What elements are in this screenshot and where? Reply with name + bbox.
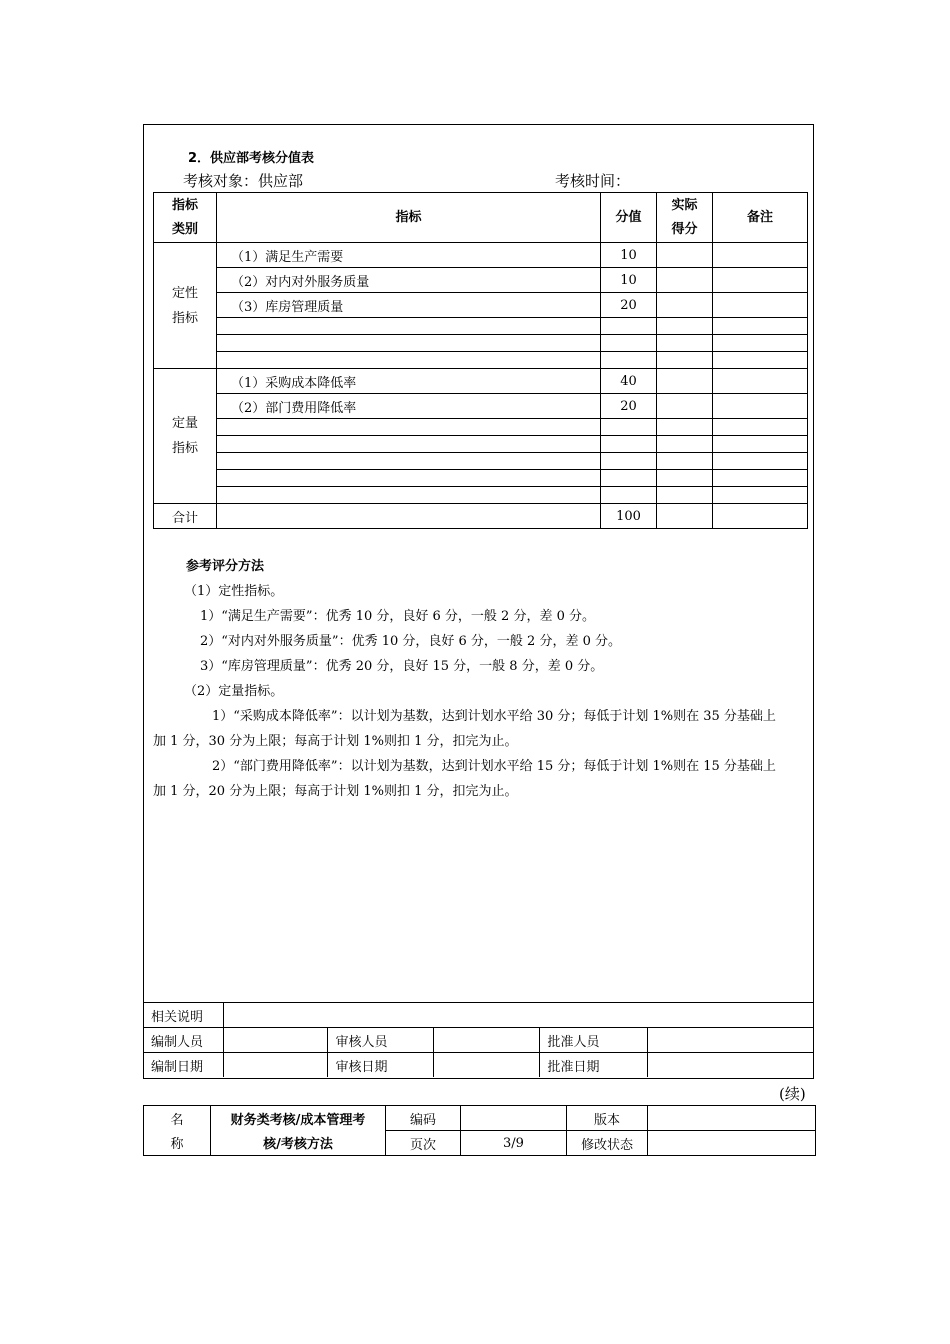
method-quantitative-heading: （2）定量指标。 (184, 684, 284, 699)
actual-score-cell[interactable] (657, 369, 713, 394)
empty-cell[interactable] (713, 352, 808, 369)
empty-cell[interactable] (217, 318, 601, 335)
empty-cell[interactable] (657, 318, 713, 335)
header-category: 指标类别 (154, 193, 217, 243)
table-row-indicator: （2）部门费用降低率 (217, 394, 601, 419)
empty-cell[interactable] (217, 487, 601, 504)
method-qualitative-item: 2）“对内对外服务质量”：优秀 10 分，良好 6 分，一般 2 分，差 0 分。 (200, 634, 621, 649)
actual-score-cell[interactable] (657, 293, 713, 318)
method-qualitative-heading: （1）定性指标。 (184, 584, 284, 599)
continued-mark: (续) (779, 1085, 806, 1103)
header-score: 分值 (601, 193, 657, 243)
name-label: 名 (144, 1106, 211, 1131)
method-quantitative-item-line: 加 1 分，20 分为上限；每高于计划 1%则扣 1 分，扣完为止。 (153, 784, 518, 799)
note-cell[interactable] (713, 369, 808, 394)
total-note-cell[interactable] (713, 504, 808, 529)
approve-date-label: 批准日期 (539, 1053, 647, 1078)
empty-cell[interactable] (657, 436, 713, 453)
page-value: 3/9 (461, 1131, 567, 1156)
table-row-score: 10 (601, 243, 657, 268)
compiler-value[interactable] (223, 1028, 327, 1053)
empty-cell[interactable] (657, 352, 713, 369)
empty-cell[interactable] (713, 453, 808, 470)
method-qualitative-item: 3）“库房管理质量”：优秀 20 分，良好 15 分，一般 8 分，差 0 分。 (200, 659, 604, 674)
empty-cell[interactable] (713, 335, 808, 352)
note-cell[interactable] (713, 394, 808, 419)
empty-cell[interactable] (657, 470, 713, 487)
table-row-score: 20 (601, 293, 657, 318)
total-empty-cell (217, 504, 601, 529)
empty-cell[interactable] (601, 352, 657, 369)
header-actual: 实际得分 (657, 193, 713, 243)
empty-cell[interactable] (713, 487, 808, 504)
score-table (153, 192, 808, 529)
method-title: 参考评分方法 (186, 559, 265, 574)
total-label: 合计 (154, 504, 217, 529)
empty-cell[interactable] (713, 318, 808, 335)
table-row-score: 40 (601, 369, 657, 394)
version-label: 版本 (567, 1106, 648, 1131)
empty-cell[interactable] (657, 419, 713, 436)
document-frame (143, 124, 814, 1079)
note-cell[interactable] (713, 268, 808, 293)
code-value[interactable] (461, 1106, 567, 1131)
actual-score-cell[interactable] (657, 394, 713, 419)
table-row-indicator: （3）库房管理质量 (217, 293, 601, 318)
compiler-label: 编制人员 (143, 1028, 223, 1053)
empty-cell[interactable] (217, 419, 601, 436)
table-row-indicator: （1）满足生产需要 (217, 243, 601, 268)
table-row-score: 20 (601, 394, 657, 419)
actual-score-cell[interactable] (657, 243, 713, 268)
empty-cell[interactable] (657, 487, 713, 504)
signature-table (143, 1002, 814, 1077)
related-notes-value[interactable] (223, 1003, 814, 1028)
total-score: 100 (601, 504, 657, 529)
compile-date-label: 编制日期 (143, 1053, 223, 1078)
table-row-score: 10 (601, 268, 657, 293)
empty-cell[interactable] (713, 470, 808, 487)
empty-cell[interactable] (601, 419, 657, 436)
empty-cell[interactable] (713, 419, 808, 436)
note-cell[interactable] (713, 293, 808, 318)
section-title: 2．供应部考核分值表 (188, 151, 315, 166)
empty-cell[interactable] (601, 436, 657, 453)
quantitative-label: 定量指标 (154, 369, 217, 504)
table-row-indicator: （2）对内对外服务质量 (217, 268, 601, 293)
review-date-value[interactable] (433, 1053, 539, 1078)
empty-cell[interactable] (217, 470, 601, 487)
qualitative-label: 定性指标 (154, 243, 217, 369)
name-label: 称 (144, 1131, 211, 1156)
method-quantitative-item-line: 2）“部门费用降低率”：以计划为基数，达到计划水平给 15 分；每低于计划 1%则在 15 分基础上 (212, 759, 776, 774)
compile-date-value[interactable] (223, 1053, 327, 1078)
empty-cell[interactable] (217, 436, 601, 453)
approver-value[interactable] (647, 1028, 814, 1053)
review-date-label: 审核日期 (327, 1053, 433, 1078)
actual-score-cell[interactable] (657, 268, 713, 293)
name-value: 财务类考核/成本管理考 (211, 1106, 386, 1131)
name-value: 核/考核方法 (211, 1131, 386, 1156)
note-cell[interactable] (713, 243, 808, 268)
assessment-object: 考核对象：供应部 (183, 172, 304, 190)
total-actual-cell[interactable] (657, 504, 713, 529)
empty-cell[interactable] (713, 436, 808, 453)
empty-cell[interactable] (601, 487, 657, 504)
method-qualitative-item: 1）“满足生产需要”：优秀 10 分，良好 6 分，一般 2 分，差 0 分。 (200, 609, 595, 624)
status-label: 修改状态 (567, 1131, 648, 1156)
empty-cell[interactable] (657, 453, 713, 470)
footer-table (143, 1105, 816, 1156)
empty-cell[interactable] (217, 453, 601, 470)
assessment-time: 考核时间： (555, 172, 631, 190)
empty-cell[interactable] (601, 335, 657, 352)
approve-date-value[interactable] (647, 1053, 814, 1078)
empty-cell[interactable] (217, 335, 601, 352)
empty-cell[interactable] (217, 352, 601, 369)
page-label: 页次 (386, 1131, 461, 1156)
method-quantitative-item-line: 1）“采购成本降低率”：以计划为基数，达到计划水平给 30 分；每低于计划 1%则在 35 分基础上 (212, 709, 776, 724)
header-indicator: 指标 (217, 193, 601, 243)
empty-cell[interactable] (601, 453, 657, 470)
method-quantitative-item-line: 加 1 分，30 分为上限；每高于计划 1%则扣 1 分，扣完为止。 (153, 734, 518, 749)
approver-label: 批准人员 (539, 1028, 647, 1053)
empty-cell[interactable] (601, 470, 657, 487)
code-label: 编码 (386, 1106, 461, 1131)
reviewer-label: 审核人员 (327, 1028, 433, 1053)
header-note: 备注 (713, 193, 808, 243)
reviewer-value[interactable] (433, 1028, 539, 1053)
status-value[interactable] (648, 1131, 816, 1156)
table-row-indicator: （1）采购成本降低率 (217, 369, 601, 394)
version-value[interactable] (648, 1106, 816, 1131)
empty-cell[interactable] (601, 318, 657, 335)
empty-cell[interactable] (657, 335, 713, 352)
related-notes-label: 相关说明 (143, 1003, 223, 1028)
